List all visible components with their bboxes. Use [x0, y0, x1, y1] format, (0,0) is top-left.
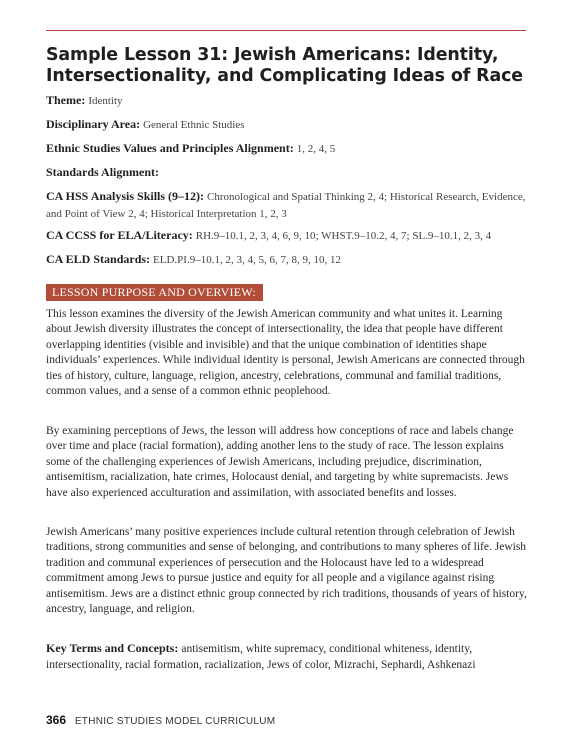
key-terms-label: Key Terms and Concepts:	[46, 641, 179, 655]
footer-label: ETHNIC STUDIES MODEL CURRICULUM	[74, 716, 276, 727]
key-terms-value: antisemitism, white supremacy, conditional whiteness, identity, intersectionality, racial formation, racialization, Jews of color, Mizrachi, Sephardi, Ashkenazi	[46, 643, 476, 672]
ca-ccss-value: RH.9–10.1, 2, 3, 4, 6, 9, 10; WHST.9–10.2, 4, 7; SL.9–10.1, 2, 3, 4	[195, 230, 492, 242]
theme-line	[46, 93, 536, 109]
section-header: LESSON PURPOSE AND OVERVIEW:	[46, 284, 263, 301]
paragraph-1: This lesson examines the diversity of the Jewish American community and what unites it. Learning about Jewish diversity illustrates the concept of intersectionality, the idea that people have different overlapping identities (visible and invisible) and that the unique combination of identities shape individuals’ experiences. While individual identity is personal, Jewish Americans are connected through ties of history, culture, language, religion, ancestry, celebrations, communal and familial traditions, common values, and a sense of a common ethnic peoplehood.	[46, 308, 525, 398]
ca-hss-label: CA HSS Analysis Skills (9–12):	[46, 189, 205, 203]
ca-eld-line	[46, 252, 536, 268]
theme-value: Identity	[88, 95, 123, 107]
values-alignment-line	[46, 141, 536, 157]
ca-eld-value: ELD.PI.9–10.1, 2, 3, 4, 5, 6, 7, 8, 9, 10, 12	[153, 254, 341, 266]
key-terms-line	[46, 641, 536, 674]
disciplinary-area-value: General Ethnic Studies	[143, 119, 245, 131]
disciplinary-area-line	[46, 117, 536, 133]
paragraph-2: By examining perceptions of Jews, the lesson will address how conceptions of race and labels change over time and place (racial formation), adding another lens to the study of race. The lesson explains some of the challenging experiences of Jewish Americans, including prejudice, discrimination, antisemitism, racialization, hate crimes, Holocaust denial, and targeting by white supremacists. Jews have also experienced acculturation and assimilation, with associated benefits and losses.	[46, 425, 514, 499]
ca-ccss-line	[46, 228, 536, 244]
paragraph-3: Jewish Americans’ many positive experiences include cultural retention through celebration of Jewish traditions, strong communities and sense of belonging, and contributions to many spheres of life. Jewish tradition and communal experiences of persecution and the Holocaust have led to a widespread commitment among Jews to pursue justice and equity for all people and a vigilance against rising antisemitism. Jews are a distinct ethnic group connected by rich traditions, thousands of years of history, ancestry, language, and religion.	[46, 526, 527, 616]
standards-alignment-line	[46, 165, 536, 180]
ca-eld-label: CA ELD Standards:	[46, 252, 151, 266]
ca-hss-value: Chronological and Spatial Thinking 2, 4; Historical Research, Evidence, and Point of View 2, 4; Historical Interpretation 1, 2, 3	[46, 191, 526, 220]
values-alignment-label: Ethnic Studies Values and Principles Alignment:	[46, 141, 294, 155]
theme-label: Theme:	[46, 93, 86, 107]
ca-hss-line	[46, 189, 536, 222]
page-title: Sample Lesson 31: Jewish Americans: Identity, Intersectionality, and Complicating Ideas of Race	[46, 45, 523, 86]
ca-ccss-label: CA CCSS for ELA/Literacy:	[46, 228, 193, 242]
page-number: 366	[46, 713, 67, 727]
disciplinary-area-label: Disciplinary Area:	[46, 117, 141, 131]
page-footer	[46, 713, 275, 727]
values-alignment-value: 1, 2, 4, 5	[296, 143, 336, 155]
standards-alignment-label: Standards Alignment:	[46, 165, 160, 179]
top-rule	[46, 30, 526, 31]
